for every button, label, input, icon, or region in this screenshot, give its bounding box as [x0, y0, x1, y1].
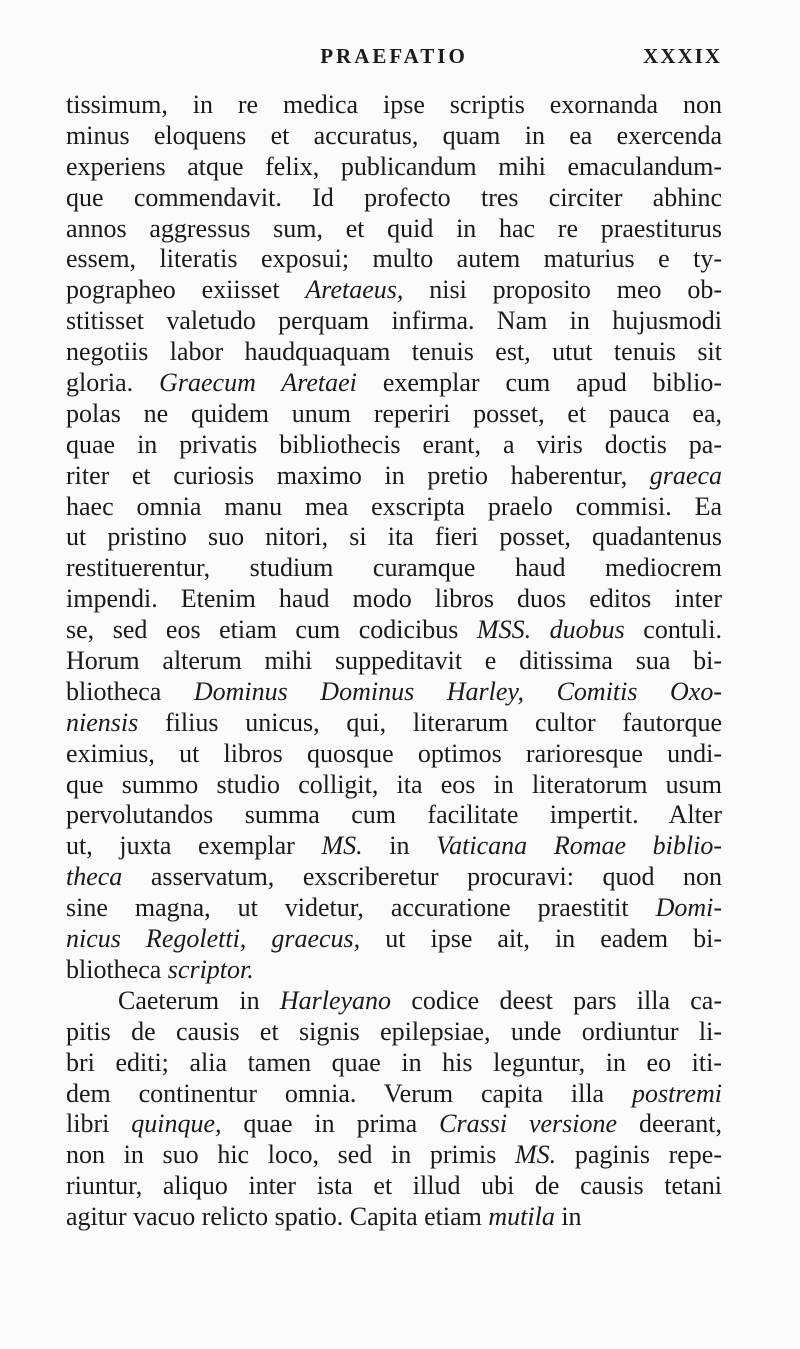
- text-segment: ut, juxta exemplar: [66, 831, 322, 861]
- text-line: [66, 1048, 722, 1079]
- text-segment: negotiis labor haudquaquam tenuis est, utut tenuis sit: [66, 337, 722, 367]
- text-segment: deerant,: [617, 1109, 722, 1139]
- text-segment: exemplar cum apud biblio-: [356, 368, 723, 398]
- italic-text: nicus Regoletti, graecus,: [66, 924, 361, 954]
- text-line: [66, 646, 722, 677]
- text-line: [66, 615, 722, 646]
- text-segment: agitur vacuo relicto spatio. Capita etiam: [66, 1202, 489, 1232]
- text-line: [66, 430, 722, 461]
- page-header: [66, 40, 722, 80]
- text-segment: pervolutandos summa cum facilitate impertit. Alter: [66, 800, 722, 830]
- text-segment: non in suo hic loco, sed in primis: [66, 1140, 515, 1170]
- text-segment: se, sed eos etiam cum codicibus: [66, 615, 477, 645]
- text-line: [66, 800, 722, 831]
- text-segment: sine magna, ut videtur, accuratione praestitit: [66, 893, 656, 923]
- text-segment: dem continentur omnia. Verum capita illa: [66, 1078, 632, 1108]
- text-segment: annos aggressus sum, et quid in hac re praestiturus: [66, 213, 722, 243]
- text-line: [66, 677, 722, 708]
- text-segment: stitisset valetudo perquam infirma. Nam in hujusmodi: [66, 306, 722, 336]
- text-segment: gloria.: [66, 368, 160, 398]
- text-line: [66, 584, 722, 615]
- text-segment: asservatum, exscriberetur procuravi: quod non: [122, 862, 722, 892]
- text-segment: experiens atque felix, publicandum mihi emaculandum-: [66, 151, 722, 181]
- text-line: [66, 739, 722, 770]
- text-line: [66, 1017, 722, 1048]
- italic-text: MS.: [515, 1140, 557, 1170]
- italic-text: MSS. duobus: [476, 615, 625, 645]
- text-segment: ut pristino suo nitori, si ita fieri posset, quadantenus: [66, 522, 722, 552]
- text-line: [66, 955, 722, 986]
- text-line: [66, 708, 722, 739]
- text-line: [66, 1109, 722, 1140]
- italic-text: Harleyano: [279, 985, 392, 1015]
- text-segment: quae in prima: [221, 1109, 440, 1139]
- italic-text: Aretaeus,: [305, 275, 404, 305]
- text-segment: tissimum, in re medica ipse scriptis exornanda non: [66, 90, 722, 119]
- text-segment: que summo studio colligit, ita eos in literatorum usum: [66, 769, 722, 799]
- text-line: [66, 90, 722, 121]
- text-segment: nisi proposito meo ob-: [403, 275, 722, 305]
- text-segment: pitis de causis et signis epilepsiae, unde ordiuntur li-: [66, 1016, 722, 1046]
- text-line: [66, 893, 722, 924]
- italic-text: Dominus Dominus Harley, Comitis Oxo-: [193, 676, 723, 706]
- text-segment: riter et curiosis maximo in pretio haberentur,: [66, 460, 650, 490]
- text-segment: contuli.: [624, 615, 722, 645]
- italic-text: scriptor.: [167, 954, 254, 984]
- text-line: [66, 831, 722, 862]
- text-line: [66, 275, 722, 306]
- text-segment: essem, literatis exposui; multo autem maturius e ty-: [66, 244, 722, 274]
- italic-text: Domi-: [655, 893, 722, 923]
- italic-text: quinque,: [131, 1109, 222, 1139]
- text-line: [66, 368, 722, 399]
- text-line: [66, 1171, 722, 1202]
- text-segment: eximius, ut libros quosque optimos rarioresque undi-: [66, 738, 722, 768]
- text-line: [66, 306, 722, 337]
- text-segment: codice deest pars illa ca-: [391, 985, 722, 1015]
- italic-text: niensis: [66, 707, 139, 737]
- text-segment: impendi. Etenim haud modo libros duos editos inter: [66, 584, 722, 614]
- italic-text: theca: [66, 862, 123, 892]
- text-segment: riuntur, aliquo inter ista et illud ubi de causis tetani: [66, 1171, 722, 1201]
- text-segment: ut ipse ait, in eadem bi-: [360, 924, 722, 954]
- text-line: [66, 214, 722, 245]
- text-line: [66, 986, 722, 1017]
- italic-text: Crassi versione: [439, 1109, 618, 1139]
- italic-text: Graecum Aretaei: [159, 368, 357, 398]
- text-segment: restituerentur, studium curamque haud mediocrem: [66, 553, 722, 583]
- text-segment: pographeo exiisset: [66, 275, 306, 305]
- text-segment: que commendavit. Id profecto tres circiter abhinc: [66, 182, 722, 212]
- text-line: [66, 522, 722, 553]
- text-line: [66, 461, 722, 492]
- text-segment: paginis repe-: [556, 1140, 722, 1170]
- text-segment: polas ne quidem unum reperiri posset, et pauca ea,: [66, 398, 722, 428]
- text-segment: haec omnia manu mea exscripta praelo commisi. Ea: [66, 491, 722, 521]
- text-line: [66, 1140, 722, 1171]
- text-segment: Caeterum in: [118, 985, 280, 1015]
- page-number: XXXIX: [643, 44, 722, 68]
- text-segment: minus eloquens et accuratus, quam in ea exercenda: [66, 120, 722, 150]
- text-line: [66, 553, 722, 584]
- italic-text: postremi: [631, 1078, 722, 1108]
- text-line: [66, 1202, 722, 1233]
- text-segment: in: [362, 831, 437, 861]
- text-segment: bri editi; alia tamen quae in his leguntur, in eo iti-: [66, 1047, 722, 1077]
- text-line: [66, 183, 722, 214]
- text-segment: bliotheca: [66, 954, 168, 984]
- text-line: [66, 770, 722, 801]
- running-title: PRAEFATIO: [320, 44, 468, 68]
- text-segment: Horum alterum mihi suppeditavit e ditissima sua bi-: [66, 646, 722, 676]
- italic-text: Vaticana Romae biblio-: [436, 831, 723, 861]
- italic-text: MS.: [321, 831, 363, 861]
- text-line: [66, 152, 722, 183]
- text-line: [66, 399, 722, 430]
- italic-text: mutila: [488, 1202, 555, 1232]
- text-segment: quae in privatis bibliothecis erant, a viris doctis pa-: [66, 429, 722, 459]
- text-line: [66, 1079, 722, 1110]
- text-segment: bliotheca: [66, 676, 194, 706]
- text-segment: libri: [66, 1109, 132, 1139]
- text-line: [66, 244, 722, 275]
- text-line: [66, 121, 722, 152]
- text-line: [66, 337, 722, 368]
- text-line: [66, 924, 722, 955]
- text-line: [66, 862, 722, 893]
- text-segment: in: [554, 1202, 582, 1232]
- text-segment: filius unicus, qui, literarum cultor fautorque: [138, 707, 722, 737]
- text-line: [66, 492, 722, 523]
- text-body: [66, 90, 722, 1233]
- italic-text: graeca: [649, 460, 722, 490]
